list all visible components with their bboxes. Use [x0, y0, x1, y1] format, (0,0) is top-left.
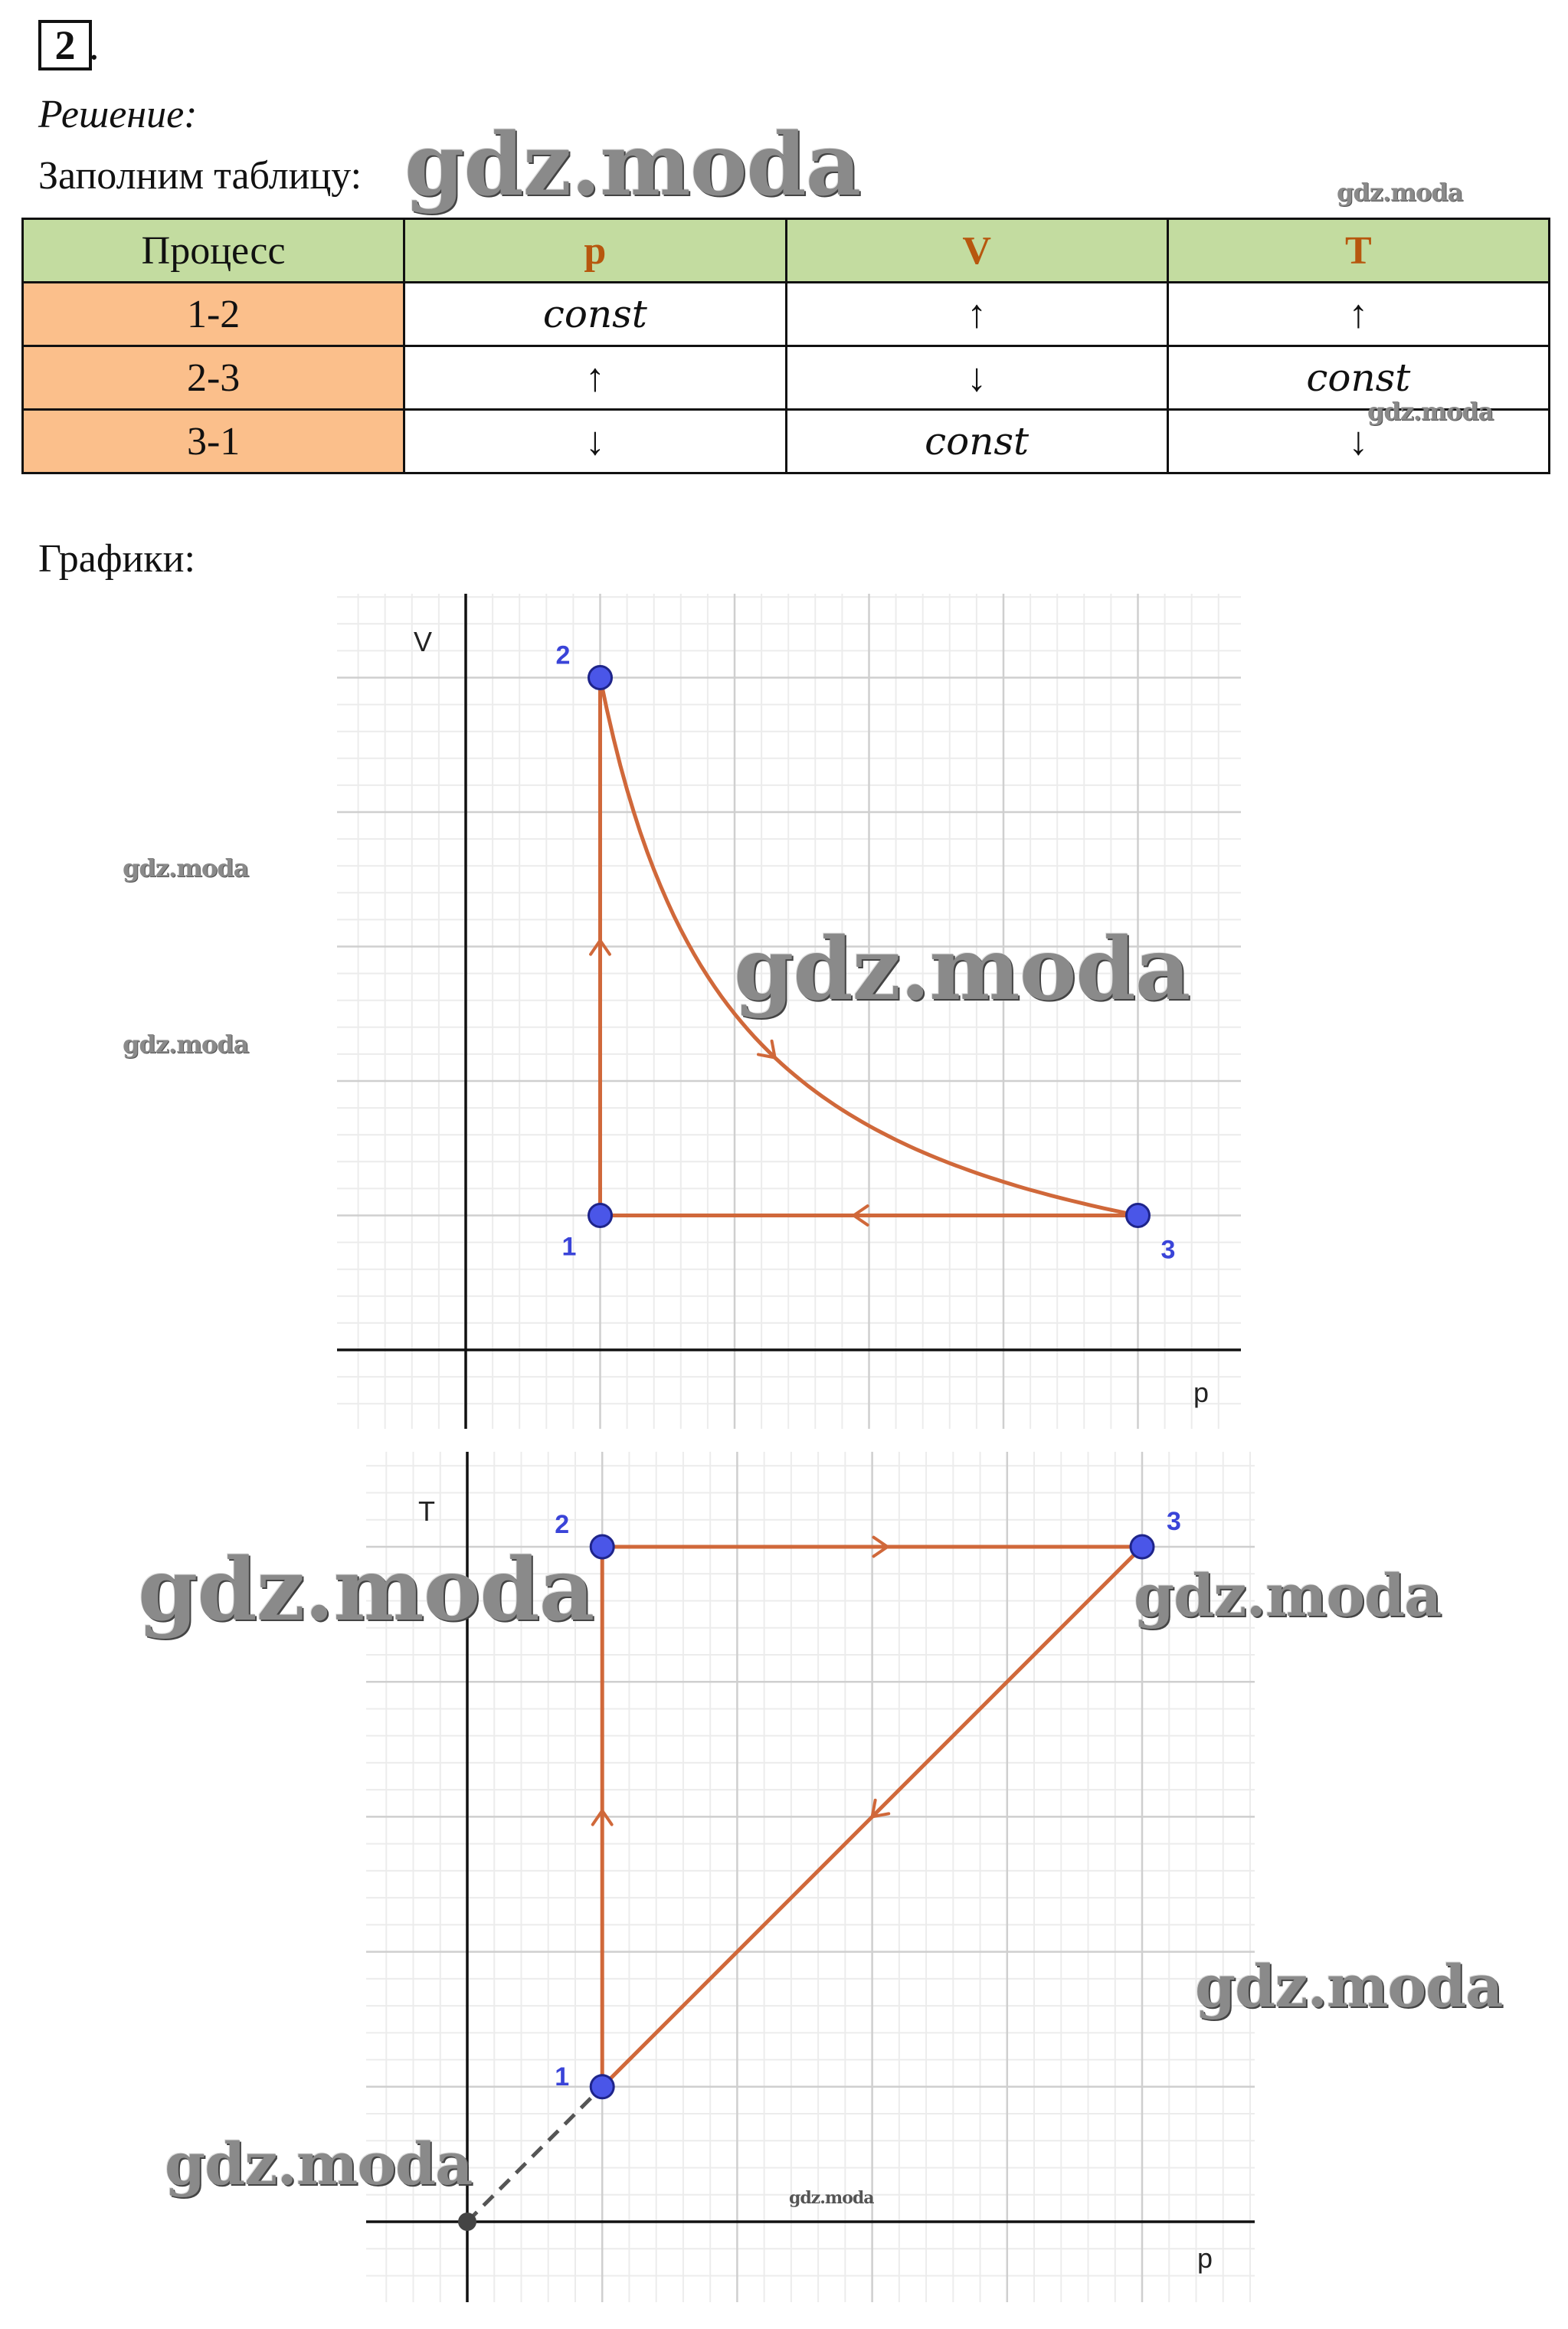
watermark-logo: gdz.moda — [1195, 1952, 1503, 2020]
header-v: V — [786, 219, 1167, 283]
watermark-logo: gdz.moda — [123, 1030, 249, 1059]
row-t: const — [1167, 346, 1549, 410]
origin-point — [458, 2213, 476, 2231]
watermark-logo: gdz.moda — [165, 2130, 473, 2198]
row-p: ↓ — [404, 410, 786, 473]
point-label: 1 — [561, 1232, 577, 1262]
point-label: 1 — [555, 2062, 570, 2092]
task-number-dot: . — [89, 22, 100, 68]
row-t: ↓ — [1167, 410, 1549, 473]
row-v: ↑ — [786, 283, 1167, 346]
task-number: 2 — [38, 20, 92, 70]
row-process: 3-1 — [23, 410, 404, 473]
table-row — [23, 410, 1550, 473]
header-p: p — [404, 219, 786, 283]
table-header-row — [23, 219, 1550, 283]
watermark-logo: gdz.moda — [138, 1540, 594, 1640]
table-row — [23, 346, 1550, 410]
watermark-logo: gdz.moda — [734, 919, 1190, 1020]
watermark-logo: gdz.moda — [1134, 1561, 1442, 1630]
point-marker — [589, 1204, 612, 1227]
row-process: 2-3 — [23, 346, 404, 410]
graphs-label: Графики: — [38, 537, 195, 581]
header-process: Процесс — [23, 219, 404, 283]
point-label: 3 — [1167, 1507, 1181, 1536]
row-v: ↓ — [786, 346, 1167, 410]
origin-dashed-line — [467, 2087, 602, 2222]
header-t: T — [1167, 219, 1549, 283]
x-axis-label: p — [1193, 1377, 1210, 1408]
point-marker — [1127, 1204, 1150, 1227]
watermark-logo: gdz.moda — [1367, 397, 1494, 426]
point-marker — [1131, 1535, 1154, 1558]
point-marker — [589, 667, 612, 690]
table-row — [23, 283, 1550, 346]
point-label: 2 — [555, 1510, 570, 1539]
row-process: 1-2 — [23, 283, 404, 346]
row-t: ↑ — [1167, 283, 1549, 346]
point-marker — [591, 1535, 614, 1558]
point-marker — [591, 2075, 614, 2098]
row-p: const — [404, 283, 786, 346]
y-axis-label: V — [414, 626, 433, 657]
y-axis-label: T — [418, 1495, 435, 1527]
row-v: const — [786, 410, 1167, 473]
fill-table-text: Заполним таблицу: — [38, 154, 362, 198]
watermark-logo: gdz.moda — [1337, 178, 1463, 207]
solution-label: Решение: — [38, 93, 198, 136]
point-label: 3 — [1160, 1235, 1176, 1265]
watermark-logo: gdz.moda — [789, 2188, 874, 2208]
process-table — [21, 218, 1550, 474]
row-p: ↑ — [404, 346, 786, 410]
watermark-logo: gdz.moda — [123, 853, 249, 883]
point-label: 2 — [555, 640, 571, 670]
x-axis-label: p — [1197, 2242, 1213, 2274]
watermark-logo: gdz.moda — [404, 115, 861, 215]
